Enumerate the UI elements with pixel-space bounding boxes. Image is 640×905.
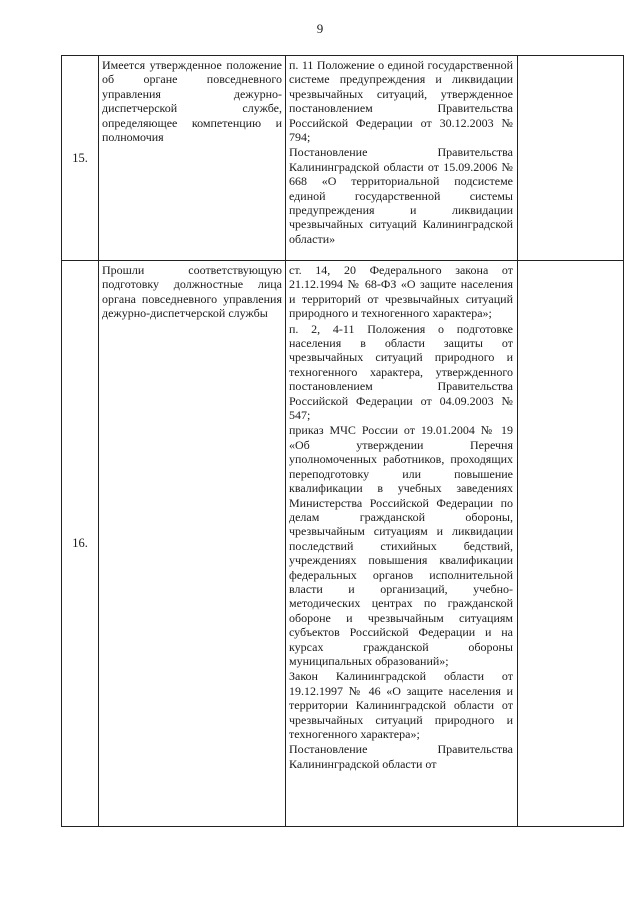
legal-basis-item: п. 2, 4-11 Положения о подготовке населения в области защиты от чрезвычайных ситуаций природного и техногенного характера, утвержденного постановлением Правительства Российской Федерации от 04.09.2003 № 547; xyxy=(289,321,513,423)
empty-cell xyxy=(518,261,624,827)
requirement-cell xyxy=(99,56,286,261)
table-row xyxy=(62,261,624,827)
legal-basis-item: п. 11 Положение о единой государственной системе предупреждения и ликвидации чрезвычайных ситуаций, утвержденное постановлением Правительства Российской Федерации от 30.12.2003 № 794; xyxy=(289,58,513,145)
row-number: 15. xyxy=(62,56,99,261)
requirement-cell xyxy=(99,261,286,827)
legal-basis-item: Постановление Правительства Калининградской области от xyxy=(289,742,513,771)
requirements-table xyxy=(61,55,624,827)
legal-basis-item: Постановление Правительства Калининградской области от 15.09.2006 № 668 «О территориальной подсистеме единой государственной системы предупреждения и ликвидации чрезвычайных ситуаций Калининградской области» xyxy=(289,145,513,246)
legal-basis-item: Закон Калининградской области от 19.12.1997 № 46 «О защите населения и территории Калининградской области от чрезвычайных ситуаций природного и техногенного характера»; xyxy=(289,669,513,741)
legal-basis-cell xyxy=(286,56,518,261)
empty-cell xyxy=(518,56,624,261)
requirement-text: Имеется утвержденное положение об органе повседневного управления дежурно-диспетчерской службе, определяющее компетенцию и полномочия xyxy=(102,58,282,145)
row-number: 16. xyxy=(62,261,99,827)
legal-basis-item: приказ МЧС России от 19.01.2004 № 19 «Об утверждении Перечня уполномоченных работников, проходящих переподготовку или повышение квалификации в учебных заведениях Министерства Российской Федерации по делам гражданской обороны, чрезвычайным ситуациям и ликвидации последствий стихийных бедствий, учреждениях повышения квалификации федеральных органов исполнительной власти и организаций, учебно-методических центрах по гражданской обороне и чрезвычайным ситуациям субъектов Российской Федерации и на курсах гражданской обороны муниципальных образований»; xyxy=(289,423,513,668)
legal-basis-cell xyxy=(286,261,518,827)
requirement-text: Прошли соответствующую подготовку должностные лица органа повседневного управления дежурно-диспетчерской службы xyxy=(102,263,282,321)
legal-basis-item: ст. 14, 20 Федерального закона от 21.12.1994 № 68-ФЗ «О защите населения и территорий от чрезвычайных ситуаций природного и техногенного характера»; xyxy=(289,263,513,321)
page-number: 9 xyxy=(316,21,324,36)
table-row xyxy=(62,56,624,261)
